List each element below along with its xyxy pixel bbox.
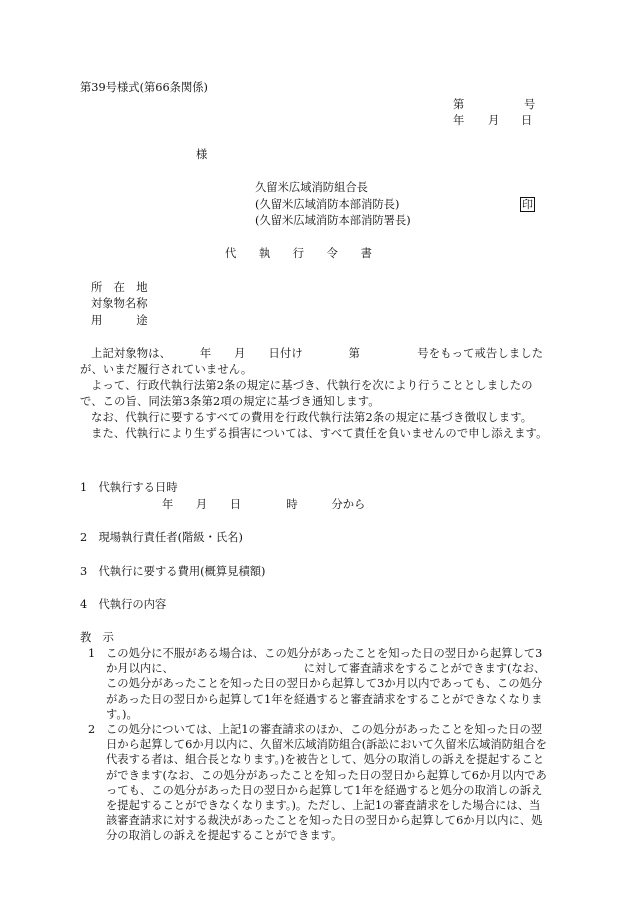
body-paragraph-3: なお、代執行に要するすべての費用を行政代執行法第2条の規定に基づき徴収します。 — [91, 411, 533, 424]
use-label: 用 途 — [91, 314, 148, 327]
issuer-line2: (久留米広域消防本部消防長) — [255, 198, 400, 211]
location-label: 所 在 地 — [91, 281, 148, 294]
item-2: 2 現場執行責任者(階級・氏名) — [80, 531, 243, 544]
date-day: 日 — [521, 114, 533, 127]
instruction-heading: 教 示 — [80, 631, 114, 644]
body-paragraph-2: よって、行政代執行法第2条の規定に基づき、代執行を次により行うこととしましたので、この旨、同法第3条第2項の規定に基づき通知します。 — [80, 379, 533, 408]
note-1-number: 1 — [88, 647, 96, 660]
issuer-line1: 久留米広域消防組合長 — [255, 181, 368, 194]
object-name-label: 対象物名称 — [91, 297, 148, 310]
body-paragraph-4: また、代執行により生ずる損害については、すべて責任を負いませんので申し添えます。 — [91, 427, 548, 440]
instruction-note-1 — [88, 646, 548, 722]
item-1-datetime: 年 月 日 時 分から — [162, 498, 366, 511]
doc-no-dai: 第 — [453, 98, 465, 111]
doc-no-go: 号 — [524, 98, 536, 111]
instruction-note-2 — [88, 722, 548, 844]
body-paragraph-1: 上記対象物は、 年 月 日付け 第 号をもって戒告しましたが、いまだ履行されていません。 — [80, 347, 544, 376]
seal-mark — [520, 197, 535, 213]
document-title: 代 執 行 令 書 — [225, 247, 372, 260]
note-1-text: この処分に不服がある場合は、この処分があったことを知った日の翌日から起算して3か月以内に、 に対して審査請求をすることができます(なお、この処分があったことを知った日の翌日から起算して3か月以内であっても、この処分があった日の翌日から起算して1年を経過すると審査請求をすることができなくなります。)。 — [106, 647, 546, 721]
date-month: 月 — [488, 114, 500, 127]
note-2-text: この処分については、上記1の審査請求のほか、この処分があったことを知った日の翌日から起算して6か月以内に、久留米広域消防組合(訴訟において久留米広域消防組合を代表する者は、組合長となります。)を被告として、処分の取消しの訴えを提起することができます(なお、この処分があったことを知った日の翌日から起算して6か月以内であっても、この処分があった日の翌日から起算して1年を経過すると処分の取消しの訴えを提起することができなくなります。)。ただし、上記1の審査請求をした場合には、当該審査請求に対する裁決があったことを知った日の翌日から起算して6か月以内に、処分の取消しの訴えを提起することができます。 — [106, 723, 547, 843]
seal-box: 印 — [522, 198, 533, 211]
item-4: 4 代執行の内容 — [80, 598, 167, 611]
instruction-notes — [88, 646, 548, 844]
issuer-line3: (久留米広域消防本部消防署長) — [255, 214, 411, 227]
addressee-suffix: 様 — [196, 148, 208, 161]
note-2-number: 2 — [88, 723, 96, 737]
item-1: 1 代執行する日時 — [80, 481, 178, 494]
item-3: 3 代執行に要する費用(概算見積額) — [80, 565, 266, 578]
date-year: 年 — [453, 114, 465, 127]
form-id: 第39号様式(第66条関係) — [80, 81, 208, 94]
body-text — [80, 346, 550, 442]
